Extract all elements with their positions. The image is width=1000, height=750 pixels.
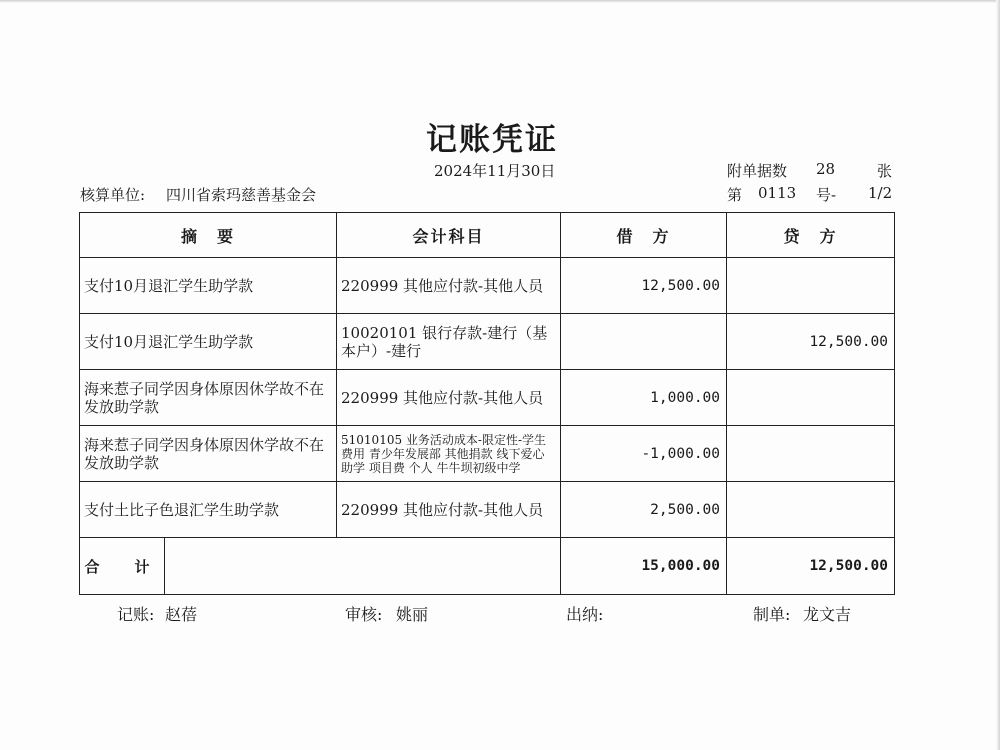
- reviewer-name: 姚丽: [396, 605, 429, 624]
- row-summary: 海来惹子同学因身体原因休学故不在发放助学款: [80, 370, 337, 426]
- scan-edge-top: [0, 0, 1000, 3]
- row-summary: 支付土比子色退汇学生助学款: [80, 482, 337, 538]
- row-account: 220999 其他应付款-其他人员: [337, 482, 561, 538]
- table-row: [80, 426, 895, 482]
- row-account: 10020101 银行存款-建行（基本户）-建行: [337, 314, 561, 370]
- table-row: [80, 370, 895, 426]
- row-credit: [727, 258, 895, 314]
- reviewer-label: 审核:: [345, 605, 383, 624]
- total-blank-cell: [165, 538, 561, 595]
- bookkeeper-label: 记账:: [117, 605, 155, 624]
- row-debit: -1,000.00: [561, 426, 727, 482]
- attachments-label: 附单据数: [727, 162, 788, 180]
- scan-edge-right: [996, 0, 1000, 750]
- row-credit: [727, 482, 895, 538]
- row-credit: [727, 370, 895, 426]
- preparer-label: 制单:: [753, 605, 791, 624]
- total-row: [80, 538, 895, 595]
- table-row: [80, 482, 895, 538]
- total-credit: 12,500.00: [727, 538, 895, 595]
- number-prefix: 第: [727, 186, 743, 204]
- header-credit: 贷 方: [727, 213, 895, 258]
- table-row: [80, 314, 895, 370]
- attachments-count: 28: [816, 160, 836, 178]
- row-credit: [727, 426, 895, 482]
- voucher-date: 2024年11月30日: [434, 162, 556, 180]
- preparer-name: 龙文吉: [803, 605, 852, 624]
- voucher-title: 记账凭证: [426, 122, 558, 158]
- row-account: 220999 其他应付款-其他人员: [337, 258, 561, 314]
- header-account: 会计科目: [337, 213, 561, 258]
- cashier-label: 出纳:: [566, 605, 604, 624]
- bookkeeper-name: 赵蓓: [165, 605, 198, 624]
- total-label: 合 计: [80, 538, 165, 595]
- row-summary: 支付10月退汇学生助学款: [80, 258, 337, 314]
- row-debit: 12,500.00: [561, 258, 727, 314]
- voucher-page-count: 1/2: [868, 184, 893, 202]
- unit-label: 核算单位:: [80, 186, 146, 204]
- table-header-row: [80, 213, 895, 258]
- unit-name: 四川省索玛慈善基金会: [166, 186, 317, 204]
- header-debit: 借 方: [561, 213, 727, 258]
- voucher-table: [79, 212, 895, 595]
- row-debit: 2,500.00: [561, 482, 727, 538]
- row-summary: 海来惹子同学因身体原因休学故不在发放助学款: [80, 426, 337, 482]
- attachments-unit: 张: [877, 162, 893, 180]
- row-account: 220999 其他应付款-其他人员: [337, 370, 561, 426]
- number-suffix: 号-: [816, 186, 837, 204]
- row-account: 51010105 业务活动成本-限定性-学生费用 青少年发展部 其他捐款 线下爱心助学 项目费 个人 牛牛坝初级中学: [337, 426, 561, 482]
- row-summary: 支付10月退汇学生助学款: [80, 314, 337, 370]
- table-row: [80, 258, 895, 314]
- row-credit: 12,500.00: [727, 314, 895, 370]
- row-debit: 1,000.00: [561, 370, 727, 426]
- total-debit: 15,000.00: [561, 538, 727, 595]
- row-debit: [561, 314, 727, 370]
- header-summary: 摘 要: [80, 213, 337, 258]
- voucher-number: 0113: [758, 184, 797, 202]
